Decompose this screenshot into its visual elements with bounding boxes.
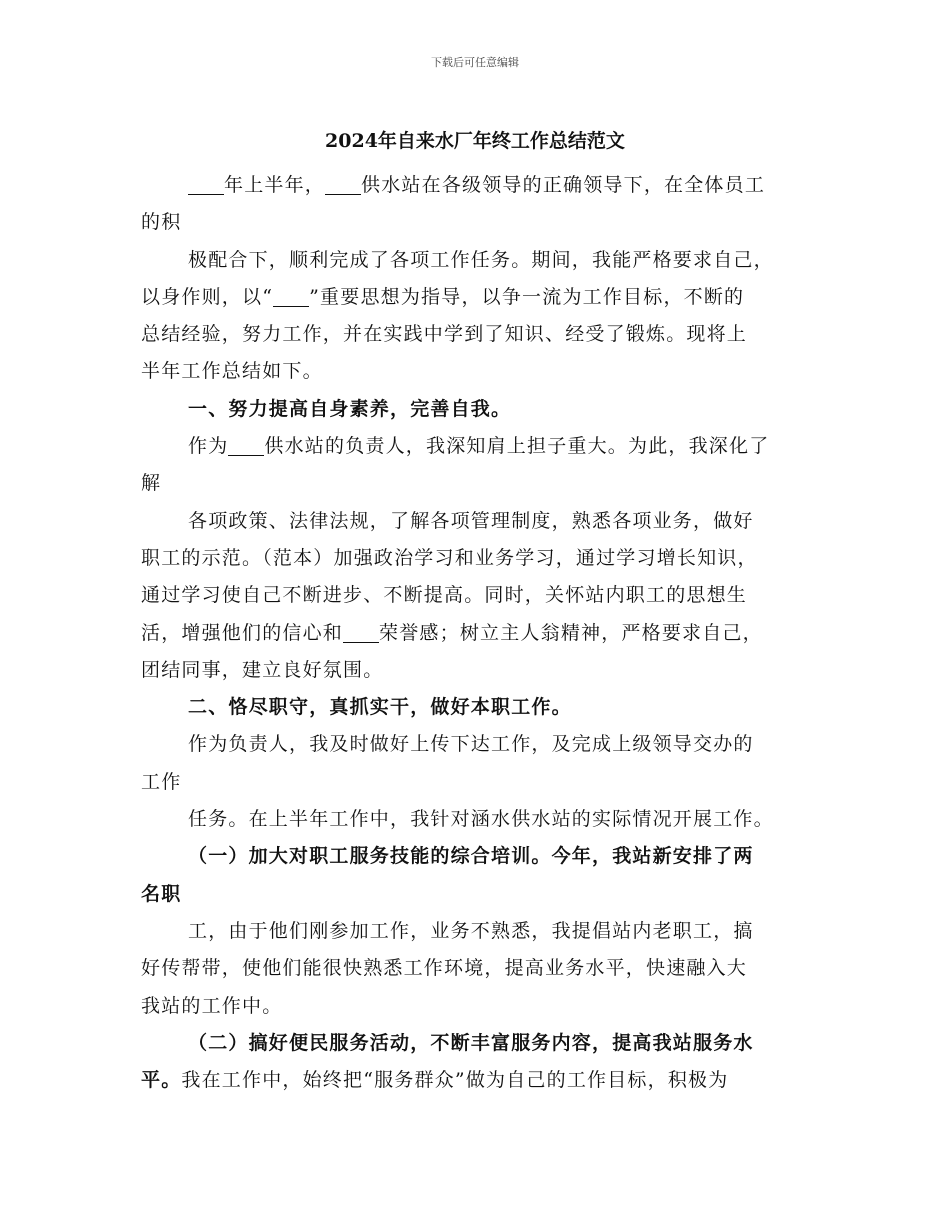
page-title: 2024年自来水厂年终工作总结范文 bbox=[325, 130, 625, 152]
paragraph-line: 极配合下，顺利完成了各项工作任务。期间，我能严格要求自己， bbox=[188, 248, 774, 271]
paragraph-line: 团结同事，建立良好氛围。 bbox=[141, 658, 384, 681]
paragraph-line: 以身作则，以“ ”重要思想为指导，以争一流为工作目标，不断的 bbox=[141, 285, 745, 308]
document-body bbox=[141, 167, 813, 1099]
subsection-heading: 名职 bbox=[141, 882, 182, 905]
paragraph-line: 各项政策、法律法规，了解各项管理制度，熟悉各项业务，做好 bbox=[188, 509, 754, 532]
paragraph-line: 年上半年， 供水站在各级领导的正确领导下，在全体员工 bbox=[141, 167, 813, 204]
subsection-heading: （一）加大对职工服务技能的综合培训。今年，我站新安排了两 bbox=[188, 845, 754, 868]
paragraph-line: 我站的工作中。 bbox=[141, 994, 283, 1017]
fill-blank bbox=[273, 287, 309, 307]
paragraph-line: 任务。在上半年工作中，我针对涵水供水站的实际情况开展工作。 bbox=[188, 808, 774, 831]
paragraph-line: 解 bbox=[141, 472, 162, 495]
paragraph-line: 工，由于他们刚参加工作，业务不熟悉，我提倡站内老职工，搞 bbox=[188, 919, 754, 942]
paragraph-line: 作为 供水站的负责人，我深知肩上担子重大。为此，我深化了 bbox=[188, 435, 770, 458]
fill-blank bbox=[325, 175, 361, 195]
paragraph-line: 平。我在工作中，始终把“服务群众”做为自己的工作目标，积极为 bbox=[141, 1069, 729, 1092]
header-note: 下载后可任意编辑 bbox=[431, 56, 519, 69]
section-heading: 二、恪尽职守，真抓实干，做好本职工作。 bbox=[188, 696, 572, 719]
paragraph-line: 职工的示范。（范本）加强政治学习和业务学习，通过学习增长知识， bbox=[141, 546, 758, 569]
fill-blank bbox=[188, 175, 224, 195]
paragraph-line: 半年工作总结如下。 bbox=[141, 360, 323, 383]
paragraph-line: 总结经验，努力工作，并在实践中学到了知识、经受了锻炼。现将上 bbox=[141, 323, 748, 346]
fill-blank bbox=[343, 623, 379, 643]
section-heading: 一、努力提高自身素养，完善自我。 bbox=[188, 397, 512, 420]
paragraph-line: 工作 bbox=[141, 770, 182, 793]
subsection-heading: （二）搞好便民服务活动，不断丰富服务内容，提高我站服务水 bbox=[188, 1031, 754, 1054]
paragraph-line: 作为负责人，我及时做好上传下达工作，及完成上级领导交办的 bbox=[188, 733, 754, 756]
paragraph-line: 活，增强他们的信心和 荣誉感；树立主人翁精神，严格要求自己， bbox=[141, 621, 763, 644]
paragraph-line: 好传帮带，使他们能很快熟悉工作环境，提高业务水平，快速融入大 bbox=[141, 957, 748, 980]
paragraph-line: 通过学习使自己不断进步、不断提高。同时，关怀站内职工的思想生 bbox=[141, 584, 748, 607]
fill-blank bbox=[228, 436, 264, 456]
paragraph-line: 的积 bbox=[141, 211, 182, 234]
